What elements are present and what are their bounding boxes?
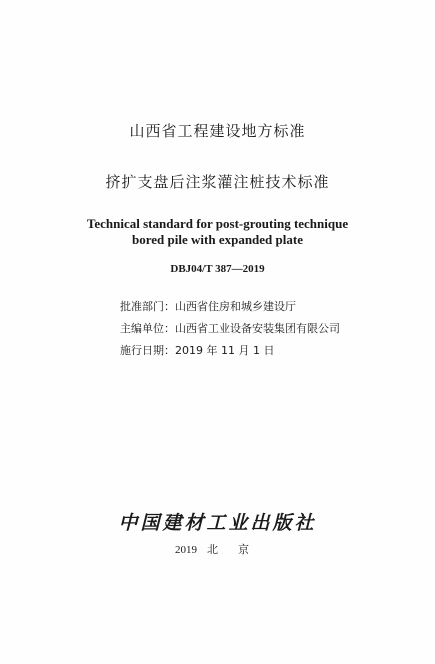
imprint-city-char-1: 北 (207, 544, 218, 556)
standard-info-block (120, 296, 340, 362)
editor-value: 山西省工业设备安装集团有限公司 (175, 322, 340, 335)
imprint-year: 2019 (175, 544, 197, 556)
effective-date-label: 施行日期： (120, 344, 175, 357)
approval-value: 山西省住房和城乡建设厅 (175, 300, 296, 313)
imprint-city-char-2: 京 (238, 544, 249, 556)
approval-row (120, 296, 340, 318)
editor-row (120, 318, 340, 340)
effective-date-row (120, 340, 340, 362)
editor-label: 主编单位： (120, 322, 175, 335)
effective-date-value: 2019 年 11 月 1 日 (175, 344, 275, 357)
publisher-logo-text: 中国建材工业出版社 (118, 512, 317, 534)
standard-title-english (0, 216, 435, 248)
english-title-line-2: bored pile with expanded plate (132, 232, 303, 247)
standard-title-chinese: 挤扩支盘后注浆灌注桩技术标准 (105, 173, 330, 191)
english-title-line-1: Technical standard for post-grouting technique (86, 216, 349, 231)
imprint-line (175, 541, 249, 557)
approval-label: 批准部门： (120, 300, 175, 313)
standard-code: DBJ04/T 387—2019 (170, 263, 265, 275)
series-title: 山西省工程建设地方标准 (129, 122, 306, 140)
